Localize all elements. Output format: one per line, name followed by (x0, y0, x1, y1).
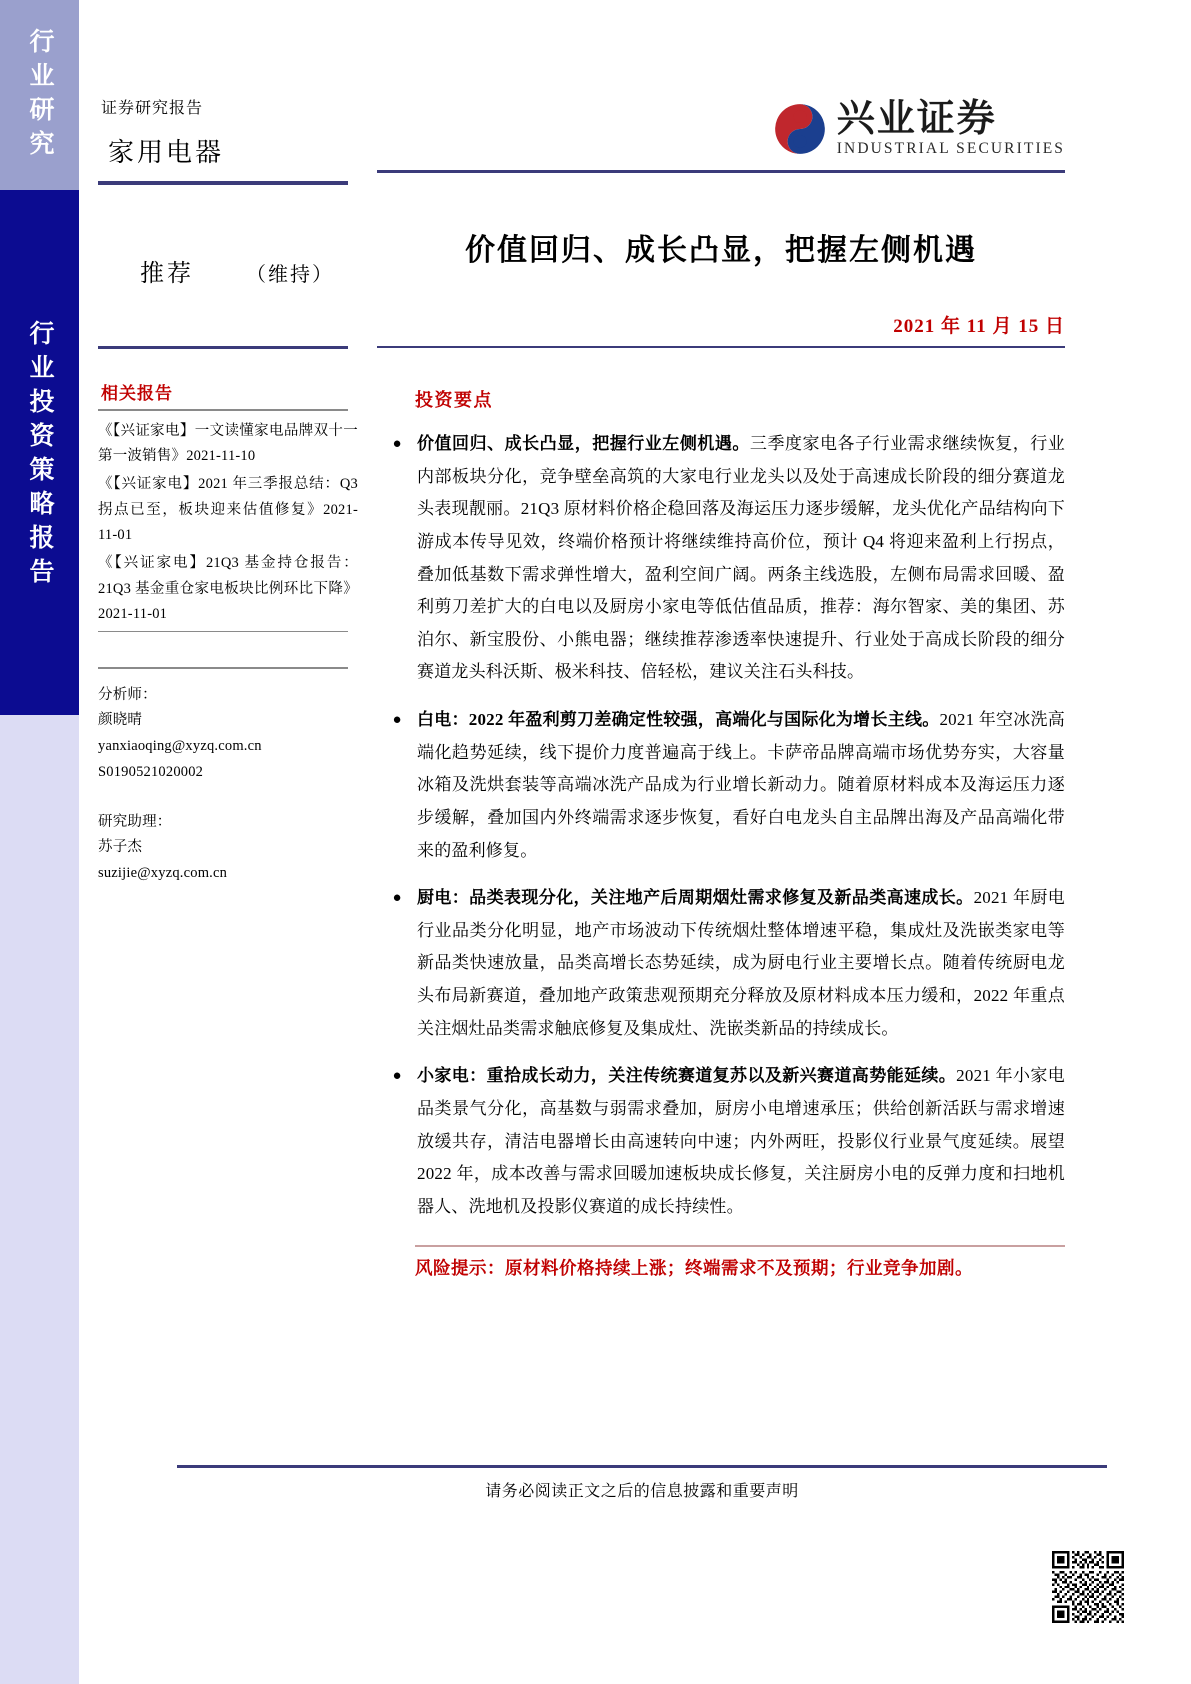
related-reports-title: 相关报告 (101, 384, 173, 403)
bullet-detail: 三季度家电各子行业需求继续恢复，行业内部板块分化，竞争壁垒高筑的大家电行业龙头以及处于高速成长阶段的细分赛道龙头表现靓丽。21Q3 原材料价格企稳回落及海运压力逐步缓解，龙头优化产品结构向下游成本传导见效，终端价格预计将继续维持高价位，预计 Q4 将迎来盈利上行拐点，叠加低基数下需求弹性增大，盈利空间广阔。两条主线选股，左侧布局需求回暖、盈利剪刀差扩大的白电以及厨房小家电等低估值品质，推荐：海尔智家、美的集团、苏泊尔、新宝股份、小熊电器；继续推荐渗透率快速提升、行业处于高成长阶段的细分赛道龙头科沃斯、极米科技、倍轻松，建议关注石头科技。 (417, 434, 1065, 682)
rating-value: 推荐 (140, 261, 194, 287)
bullet-text (417, 1060, 1065, 1223)
ribbon-label-strategy-report: 行业投资策略报告 (26, 320, 53, 592)
ribbon-segment-industry-research (0, 0, 79, 190)
divider-industry (98, 181, 348, 185)
qr-code-icon[interactable] (1052, 1551, 1124, 1623)
brand-name-group (836, 97, 1065, 159)
divider-header (377, 170, 1065, 173)
report-date: 2021 年 11 月 15 日 (893, 316, 1065, 337)
bullet-text (417, 428, 1065, 689)
industry-name: 家用电器 (108, 138, 225, 167)
page-body (79, 0, 1191, 1684)
divider-footer (177, 1465, 1107, 1468)
report-kicker: 证券研究报告 (101, 100, 204, 117)
divider-rating (98, 346, 348, 349)
divider-date (377, 346, 1065, 348)
list-item (377, 428, 1065, 689)
analyst-label: 分析师： (98, 686, 157, 703)
bullet-detail: 2021 年小家电品类景气分化，高基数与弱需求叠加，厨房小电增速承压；供给创新活跃与需求增速放缓共存，清洁电器增长由高速转向中速；内外两旺，投影仪行业景气度延续。展望 2022 年，成本改善与需求回暖加速板块成长修复，关注厨房小电的反弹力度和扫地机器人、洗地机及投影仪赛道的成长持续性。 (417, 1066, 1065, 1216)
highlights-title: 投资要点 (415, 390, 493, 410)
divider-analyst-top (98, 667, 348, 669)
right-column (377, 92, 1065, 1280)
divider-related-bottom (98, 631, 348, 633)
bullet-dot-icon: ● (392, 890, 402, 907)
bullet-text (417, 704, 1065, 867)
spacer (98, 786, 358, 810)
risk-notice: 风险提示：原材料价格持续上涨；终端需求不及预期；行业竞争加剧。 (415, 1257, 973, 1278)
list-item[interactable]: 《【兴证家电】一文读懂家电品牌双十一第一波销售》2021-11-10 (98, 422, 358, 464)
list-item[interactable]: 《【兴证家电】21Q3 基金持仓报告：21Q3 基金重仓家电板块比例环比下降》2021-11-01 (98, 555, 358, 623)
industrial-securities-logo-icon (773, 102, 827, 156)
analyst-name: 颜晓晴 (98, 712, 143, 729)
page-title: 价值回归、成长凸显，把握左侧机遇 (465, 234, 977, 267)
ribbon-segment-blank (0, 715, 79, 1684)
bullet-dot-icon: ● (392, 436, 402, 452)
brand-name-cn: 兴业证券 (836, 97, 997, 140)
brand-name-en: INDUSTRIAL SECURITIES (836, 140, 1065, 158)
list-item (377, 1060, 1065, 1223)
list-item (377, 882, 1065, 1045)
assistant-label: 研究助理： (98, 813, 172, 830)
brand-logo (377, 92, 1065, 166)
list-item[interactable]: 《【兴证家电】2021 年三季报总结：Q3 拐点已至，板块迎来估值修复》2021-11-01 (98, 476, 358, 543)
analyst-email[interactable]: yanxiaoqing@xyzq.com.cn (98, 738, 262, 755)
footer-disclaimer: 请务必阅读正文之后的信息披露和重要声明 (485, 1483, 799, 1500)
rating-status: （维持） (246, 264, 334, 286)
bullet-lead: 价值回归、成长凸显，把握行业左侧机遇。 (417, 434, 750, 453)
analyst-license-number: S0190521020002 (98, 763, 204, 780)
bullet-lead: 白电：2022 年盈利剪刀差确定性较强，高端化与国际化为增长主线。 (417, 710, 940, 729)
left-ribbon (0, 0, 79, 1684)
bullet-detail: 2021 年厨电行业品类分化明显，地产市场波动下传统烟灶整体增速平稳，集成灶及洗嵌类家电等新品类快速放量，品类高增长态势延续，成为厨电行业主要增长点。随着传统厨电龙头布局新赛道，叠加地产政策悲观预期充分释放及原材料成本压力缓和，2022 年重点关注烟灶品类需求触底修复及集成灶、洗嵌类新品的持续成长。 (417, 888, 1065, 1038)
divider-risk (415, 1245, 1065, 1247)
bullet-lead: 厨电：品类表现分化，关注地产后周期烟灶需求修复及新品类高速成长。 (417, 888, 974, 908)
bullet-lead: 小家电：重拾成长动力，关注传统赛道复苏以及新兴赛道高势能延续。 (417, 1066, 957, 1086)
spacer (98, 640, 358, 664)
bullet-dot-icon: ● (392, 712, 402, 728)
ribbon-segment-strategy-report (0, 190, 79, 715)
analyst-block (98, 683, 358, 888)
ribbon-label-industry-research: 行业研究 (26, 28, 53, 164)
left-column (98, 95, 358, 887)
list-item (377, 704, 1065, 867)
assistant-email[interactable]: suzijie@xyzq.com.cn (98, 865, 228, 882)
assistant-name: 苏子杰 (98, 839, 143, 856)
bullet-detail: 2021 年空冰洗高端化趋势延续，线下提价力度普遍高于线上。卡萨帝品牌高端市场优势夯实，大容量冰箱及洗烘套装等高端冰洗产品成为行业增长新动力。随着原材料成本及海运压力逐步缓解，叠加国内外终端需求逐步恢复，看好白电龙头自主品牌出海及产品高端化带来的盈利修复。 (417, 710, 1065, 860)
bullet-dot-icon: ● (392, 1068, 402, 1085)
rating-row (98, 253, 358, 288)
bullet-text (417, 882, 1065, 1045)
divider-related-top (98, 409, 348, 411)
